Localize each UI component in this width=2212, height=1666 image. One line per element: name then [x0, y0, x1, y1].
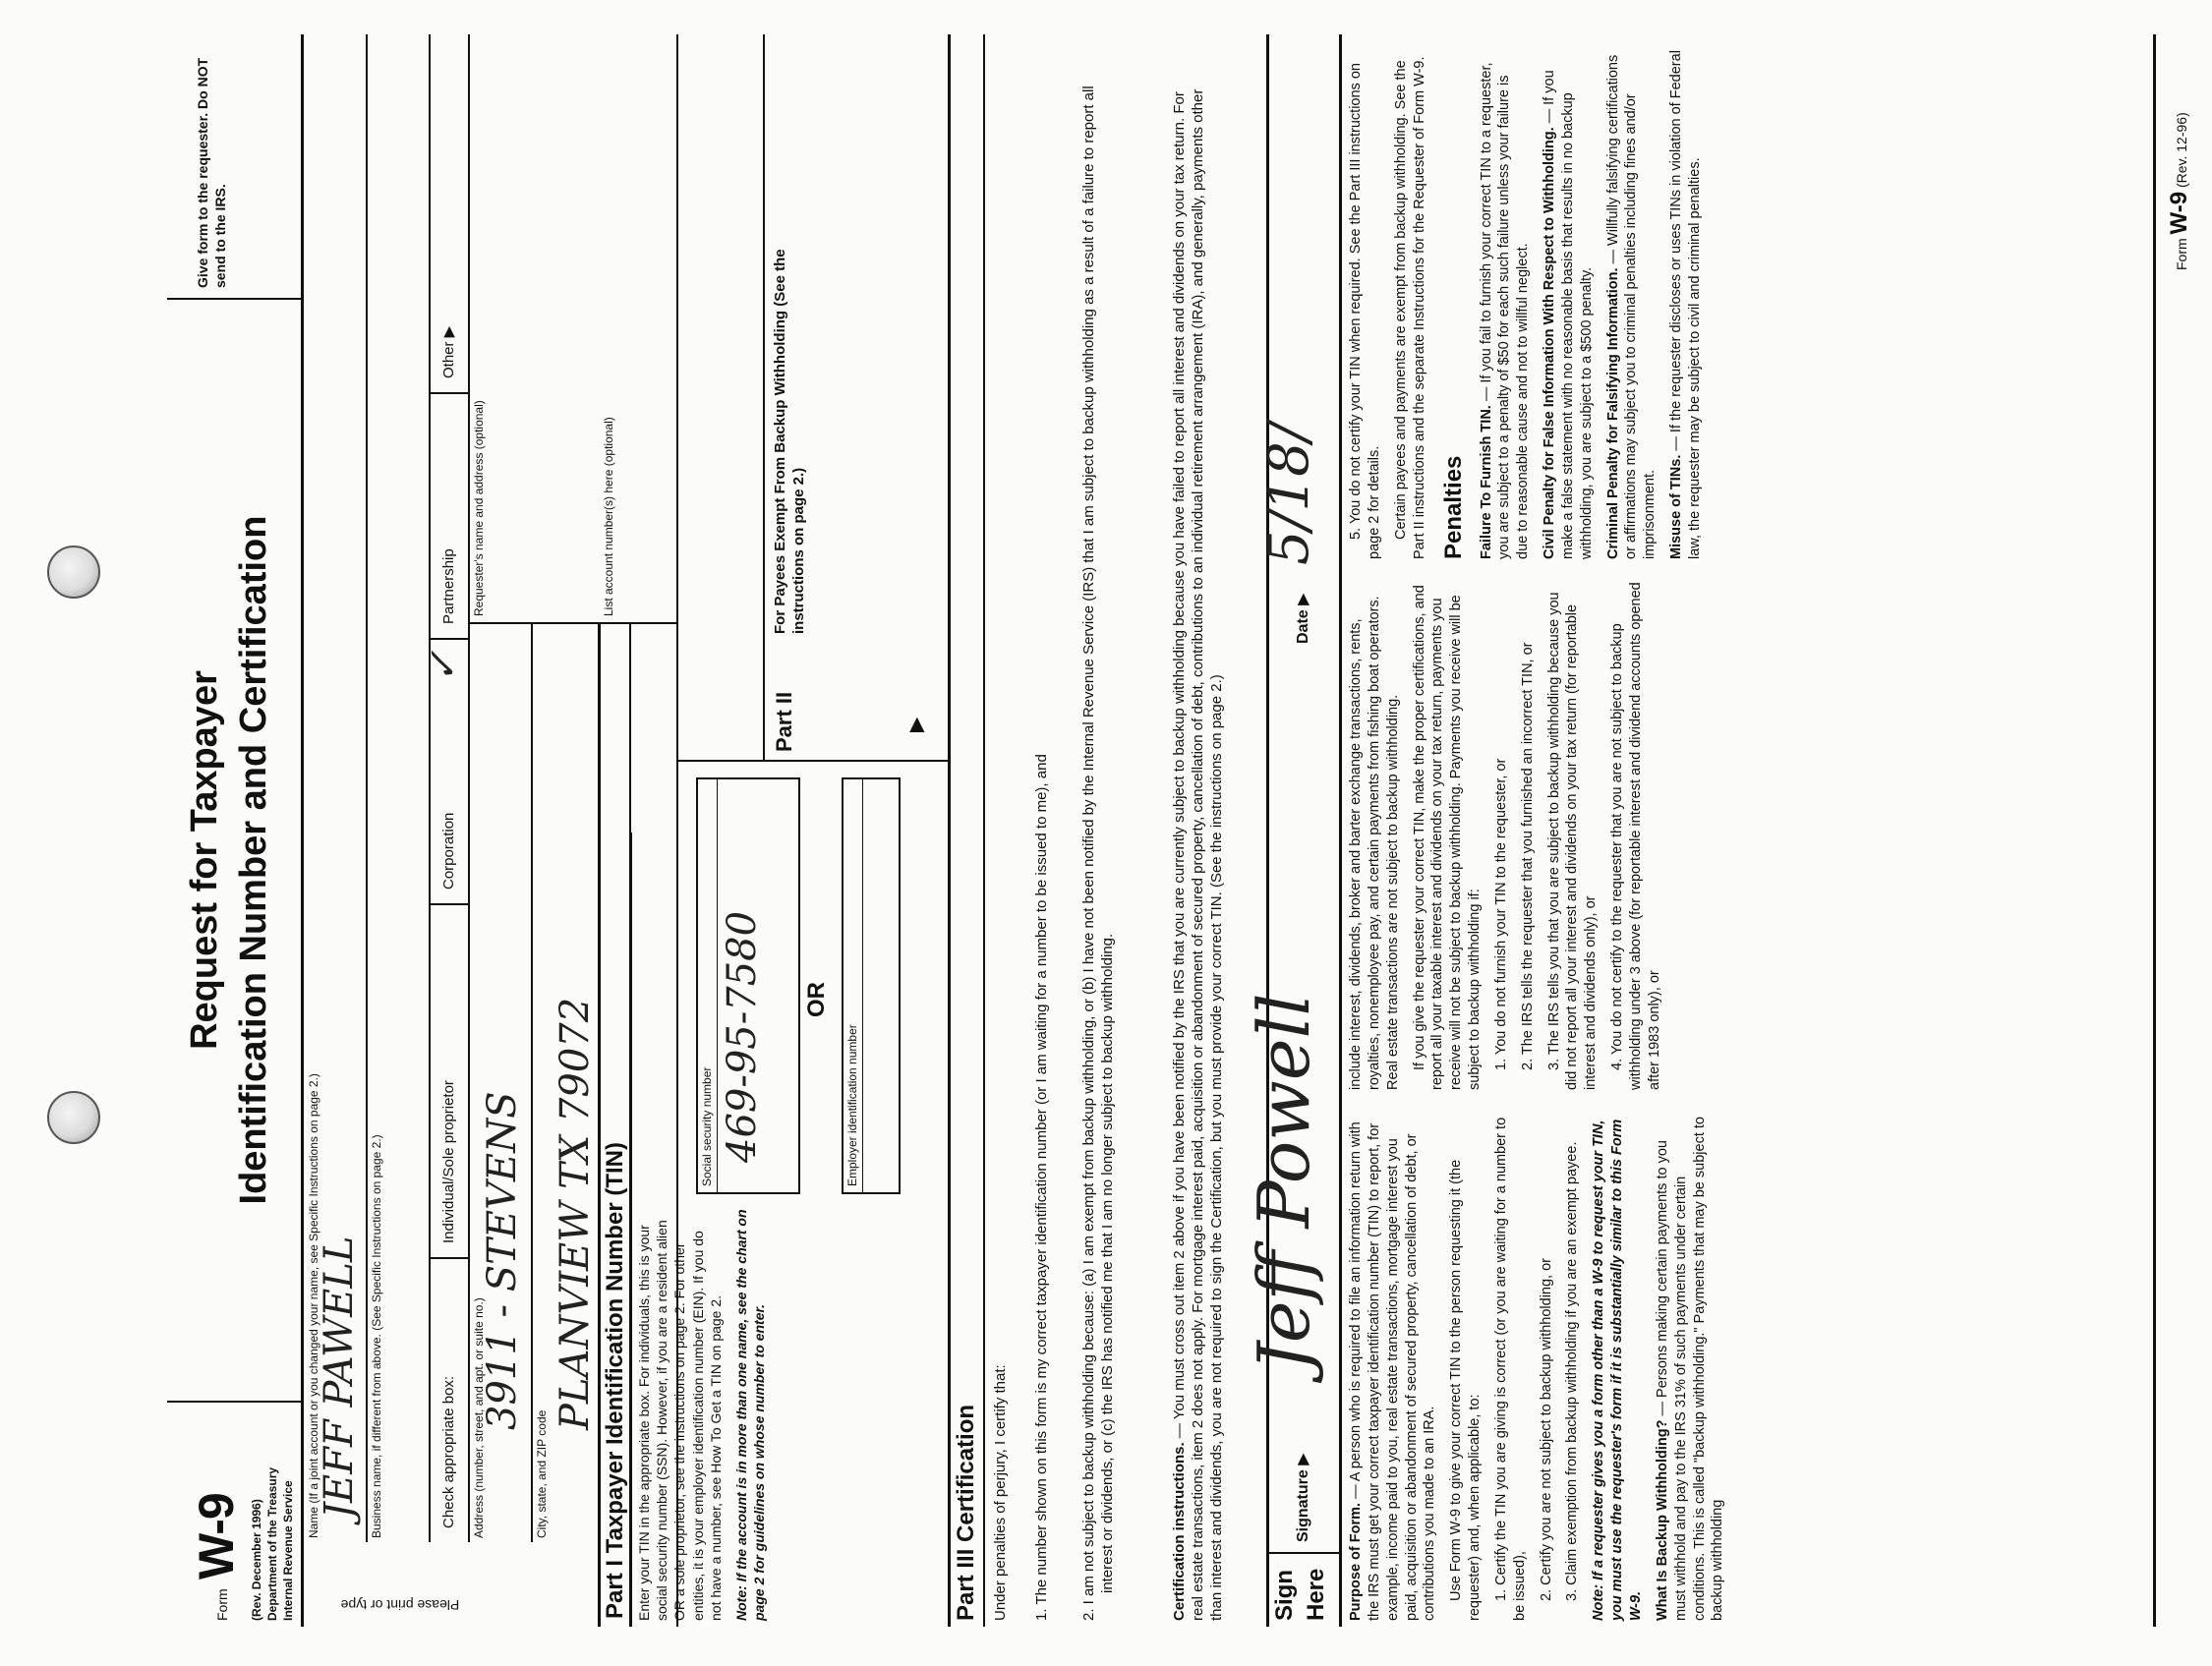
part1-top-rule [629, 622, 631, 1627]
part3-item2: 2. I am not subject to backup withholding because: (a) I am exempt from backup withholding, or (b) I have not been notified by the Internal Revenue Service (IRS) that I am subject to backup withholding as a result of a failure to report all interest or dividends, or (c) the IRS has notified me that I am no longer subject to backup withholding. [1080, 86, 1117, 1621]
col1-backup: What Is Backup Withholding? — Persons making certain payments to you must withhold and pay to the IRS 31% of such payments under certain conditions. This is called "backup withholding." Payments that may be subject to backup withholding [1654, 1117, 1726, 1621]
col1-item2: 2. Certify you are not subject to backup withholding, or [1538, 1258, 1554, 1601]
header-divider-right [167, 298, 301, 300]
col2-item3: 3. The IRS tells you that you are subject to backup withholding because you did not report all your interest and dividends on your tax return (for reportable interest and dividends only), or [1545, 592, 1600, 1090]
col1-item3: 3. Claim exemption from backup withholding if you are an exempt payee. [1564, 1141, 1581, 1601]
part2-arrow: ▶ [905, 717, 927, 732]
date-value[interactable]: 5/18/ [1257, 423, 1321, 565]
print-or-type-label: Please print or type [340, 1596, 460, 1613]
check-box-label: Check appropriate box: [431, 1257, 468, 1542]
part2-top-rule [763, 34, 765, 762]
ein-box[interactable] [842, 777, 901, 1194]
punch-hole-2 [47, 546, 100, 599]
col2-item1: 1. You do not furnish your TIN to the requester, or [1492, 758, 1509, 1070]
signature-value[interactable]: Jeff Powell [1243, 993, 1325, 1371]
check-individual[interactable]: Individual/Sole proprietor [431, 903, 468, 1257]
name-label: Name (If a joint account or you changed your name, see Specific Instructions on page 2.) [307, 1073, 320, 1538]
part1-heading: Part I Taxpayer Identification Number (TIN) [598, 833, 632, 1627]
ssn-value[interactable]: 469-95-7580 [720, 910, 766, 1163]
name-rule [366, 34, 368, 1542]
part2-text: For Payees Exempt From Backup Withholding (See the instructions on page 2.) [772, 249, 808, 634]
check-other[interactable]: Other ▶ [440, 325, 457, 378]
col1-use-form: Use Form W-9 to give your correct TIN to the person requesting it (the requester) and, when applicable, to: [1448, 1159, 1484, 1621]
col1-item1: 1. Certify the TIN you are giving is correct (or you are waiting for a number to be issued), [1492, 1117, 1528, 1621]
address-label: Address (number, street, and apt. or suite no.) [472, 1297, 486, 1538]
here-label: Here [1303, 1568, 1329, 1621]
name-value[interactable]: JEFF PAWELL [317, 1235, 362, 1519]
instructions-column-2 [1347, 579, 1672, 1090]
col2-correct-tin: If you give the requester your correct TIN, make the proper certifications, and report all your taxable interest and dividends on your tax return, payments you receive will not be subject to backup withholding. Payments you receive will be subject to backup withholding if: [1411, 585, 1484, 1090]
instructions-column-3 [1347, 48, 1713, 559]
business-name-label: Business name, if different from above. (See Specific Instructions on page 2.) [370, 1134, 383, 1538]
col3-civil: Civil Penalty for False Information With Respect to Withholding. — If you make a false statement with no reasonable basis that results in no backup withholding, you are subject to a $500 penalty. [1542, 70, 1595, 559]
cert-instr-label: Certification instructions. [1171, 1442, 1188, 1621]
part3-top-rule [948, 34, 951, 1627]
ssn-label: Social security number [698, 779, 718, 1192]
part3-cert-instructions [1170, 78, 1227, 1621]
department-label: Department of the Treasury [265, 1466, 279, 1621]
address-rule [531, 622, 533, 1542]
cert-instr-text: — You must cross out item 2 above if you have been notified by the IRS that you are currently subject to backup withholding because you have failed to report all interest and dividends on your tax return. For real estate transactions, item 2 does not apply. For mortgage interest paid, acquisition or abandonment of secured property, cancellation of debt, contributions to an individual retirement arrangement (IRA), and generally, payments other than interest and dividends, you are not required to sign the Certification, but you must provide your correct TIN. (See the instructions on page 2.) [1171, 88, 1226, 1621]
date-label: Date ▶ [1295, 593, 1311, 644]
part3-intro: Under penalties of perjury, I certify that: [992, 1364, 1009, 1621]
col3-item5: 5. You do not certify your TIN when required. See the Part III instructions on page 2 for details. [1348, 63, 1382, 559]
header-bottom-rule [301, 34, 304, 1627]
part1-note: Note: If the account is in more than one name, see the chart on page 2 for guidelines on whose number to enter. [732, 1209, 768, 1621]
part3-item1: 1. The number shown on this form is my correct taxpayer identification number (or I am waiting for a number to be issued to me), and [1033, 754, 1050, 1621]
sign-vertical-rule [1268, 1552, 1339, 1554]
form-title-line2: Identification Number and Certification [233, 515, 274, 1205]
sign-bottom-rule [1339, 34, 1342, 1627]
col2-item4: 4. You do not certify to the requester that you are not subject to backup withholding under 3 above (for reportable interest and dividend accounts opened after 1983 only), or [1609, 582, 1662, 1090]
w9-form [157, 34, 2212, 1627]
ein-label: Employer identification number [844, 779, 863, 1192]
part2-vertical-rule [678, 760, 948, 762]
check-mark: ✓ [421, 650, 466, 683]
punch-hole-1 [47, 1091, 100, 1144]
sign-label: Sign [1271, 1570, 1298, 1621]
footer-rule [2153, 34, 2156, 1627]
requester-label: Requester's name and address (optional) [472, 400, 486, 616]
address-vertical-rule [468, 622, 676, 624]
col3-failure: Failure To Furnish TIN. — If you fail to furnish your correct TIN to a requester, you are subject to a penalty of $50 for each such failure unless your failure is due to reasonable cause and not to willful neglect. [1478, 62, 1532, 559]
col3-exempt: Certain payees and payments are exempt from backup withholding. See the Part II instructions and the separate Instructions for the Requester of Form W-9. [1392, 56, 1427, 559]
instructions-column-1 [1347, 1110, 1735, 1621]
check-corporation[interactable]: Corporation [431, 638, 468, 903]
header-divider-left [167, 1401, 301, 1403]
signature-label: Signature ▶ [1295, 1453, 1311, 1542]
form-title-line1: Request for Taxpayer [184, 670, 225, 1050]
col3-criminal: Criminal Penalty for Falsifying Information. — Willfully falsifying certifications or affirmations may subject you to criminal penalties including fines and/or imprisonment. [1604, 54, 1659, 559]
city-value[interactable]: PLANVIEW TX 79072 [553, 997, 598, 1430]
form-number: W-9 [189, 1493, 244, 1580]
address-value[interactable]: 3911 - STEVENS [480, 1091, 525, 1430]
part3-heading-rule [983, 34, 985, 1627]
part3-heading: Part III Certification [953, 1404, 979, 1621]
penalties-heading: Penalties [1440, 455, 1468, 559]
check-partnership[interactable]: Partnership [431, 392, 468, 638]
col3-misuse: Misuse of TINs. — If the requester discloses or uses TINs in violation of Federal law, the requester may be subject to civil and criminal penalties. [1668, 50, 1703, 559]
part1-instructions: Enter your TIN in the appropriate box. For individuals, this is your social security number (SSN). However, if you are a resident alien OR a sole proprietor, see the instructions on page 2. For other entities, it is your employer identification number (EIN). If you do not have a number, see How To Get a TIN on page 2. [636, 1220, 724, 1621]
give-form-note: Give form to the requester. Do NOT send to the IRS. [195, 57, 228, 288]
col2-item2: 2. The IRS tells the requester that you furnished an incorrect TIN, or [1519, 642, 1536, 1070]
col1-note: Note: If a requester gives you a form other than a W-9 to request your TIN, you must use the requester's form if it is substantially similar to this Form W-9. [1591, 1119, 1644, 1621]
city-label: City, state, and ZIP code [535, 1409, 549, 1538]
or-label: OR [803, 982, 830, 1017]
check-row-rule [468, 34, 470, 1542]
ssn-box[interactable] [696, 777, 800, 1194]
col2-include: include interest, dividends, broker and barter exchange transactions, rents, royalties, nonemployee pay, and certain payments from fishing boat operators. Real estate transactions are not subject to backup withholding. [1348, 596, 1401, 1090]
check-box-row [431, 34, 468, 1542]
col1-purpose: Purpose of Form. — A person who is required to file an information return with the IRS must get your correct taxpayer identification number (TIN) to report, for example, income paid to you, real estate transactions, mortgage interest you paid, acquisition or abandonment of secured property, cancellation of debt, or contributions you made to an IRA. [1348, 1121, 1438, 1621]
form-revision: (Rev. December 1996) [250, 1499, 263, 1621]
sign-top-rule [1266, 34, 1269, 1627]
part1-text [635, 1208, 776, 1621]
form-label: Form [214, 1588, 230, 1621]
part2-heading: Part II [772, 691, 796, 752]
irs-label: Internal Revenue Service [281, 1480, 295, 1621]
footer-form: Form W-9 (Rev. 12-96) [2166, 112, 2192, 270]
list-account-label: List account number(s) here (optional) [602, 417, 615, 616]
